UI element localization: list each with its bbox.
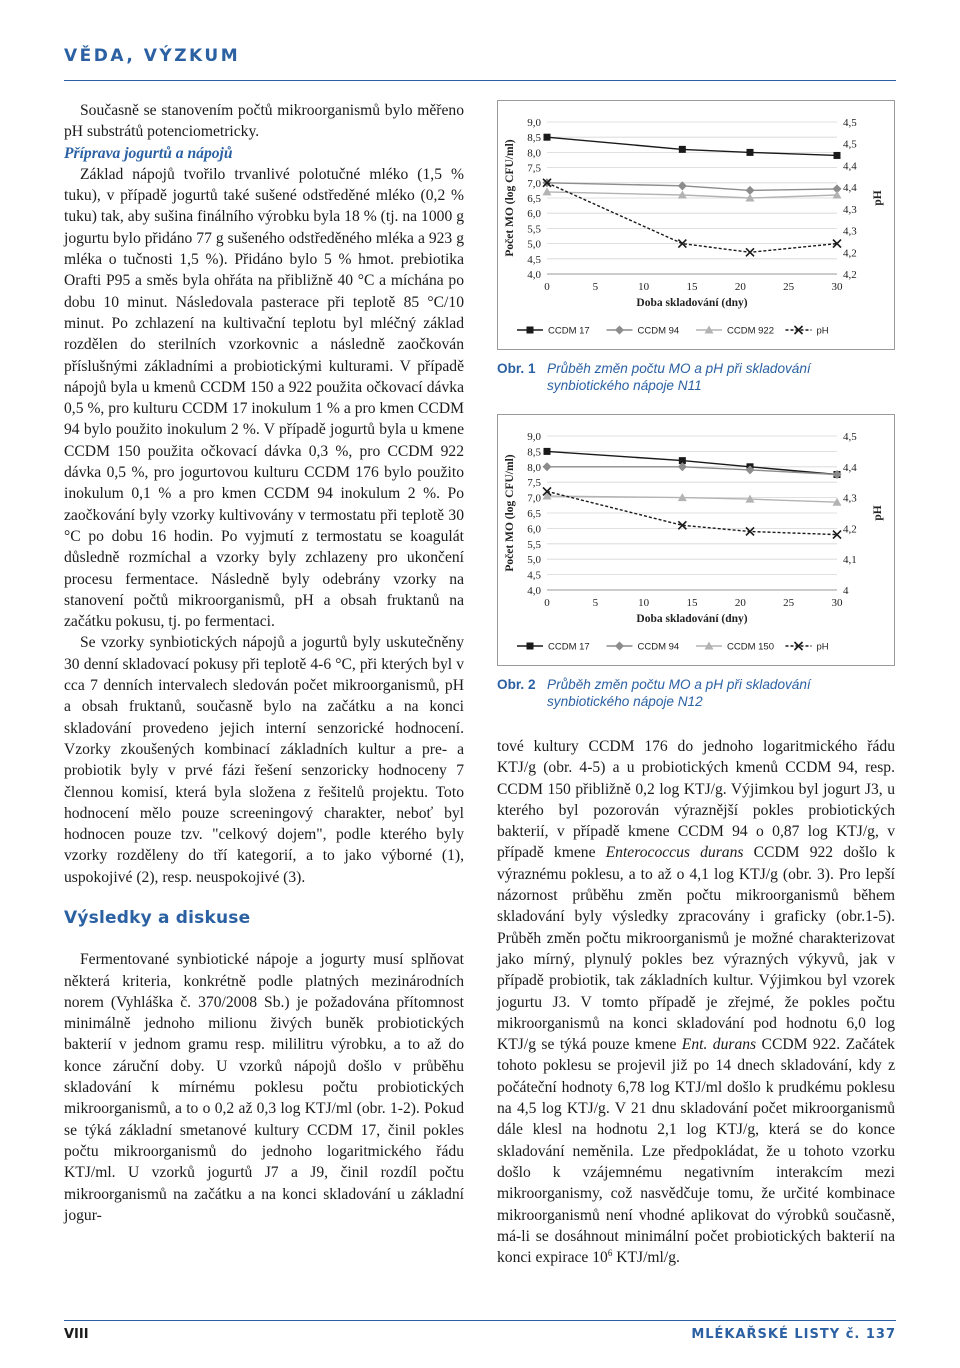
figure-2-label: Obr. 2 — [497, 677, 536, 692]
chart-2-legend-label-2: CCDM 150 — [727, 641, 774, 653]
chart-1-y-tick: 6,5 — [527, 193, 541, 205]
chart-1-y2-label: pH — [872, 190, 884, 206]
chart-2-legend-label-1: CCDM 94 — [637, 641, 680, 653]
chart-2-y-tick: 5,0 — [527, 554, 541, 567]
chart-1-y2-tick: 4,5 — [843, 138, 857, 151]
journal-name: MLÉKAŘSKÉ LISTY č. 137 — [691, 1327, 896, 1342]
chart-2-x-tick: 25 — [783, 597, 795, 609]
chart-2-legend-label-3: pH — [816, 641, 829, 653]
right-text-sup: 6 — [607, 1247, 613, 1258]
chart-2-y-tick: 8,0 — [527, 461, 541, 474]
chart-1-x-label: Doba skladování (dny) — [636, 297, 748, 309]
chart-2-y-tick: 7,0 — [527, 492, 541, 505]
chart-1-x-tick: 25 — [783, 281, 795, 293]
section-header: VĚDA, VÝZKUM — [64, 46, 241, 66]
chart-1-y-tick: 9,0 — [527, 117, 541, 129]
chart-1-y2-tick: 4,3 — [843, 203, 857, 216]
chart-1-point-0 — [747, 149, 754, 156]
footer-rule — [64, 1320, 896, 1321]
chart-1-point-0 — [834, 152, 841, 159]
chart-1-y-tick: 4,0 — [527, 269, 541, 281]
chart-1-y-tick: 5,5 — [527, 223, 541, 236]
chart-2-y-tick: 4,5 — [527, 569, 541, 582]
chart-2-y-tick: 4,0 — [527, 585, 541, 597]
chart-2-y2-tick: 4 — [843, 585, 849, 597]
chart-2-x-tick: 0 — [544, 597, 550, 609]
subheading-preparation: Příprava jogurtů a nápojů — [64, 144, 233, 162]
figure-1-label: Obr. 1 — [497, 361, 536, 376]
chart-1-y2-tick: 4,5 — [843, 117, 857, 129]
chart-2-y2-tick: 4,4 — [843, 461, 857, 474]
preparation-paragraph: Základ nápojů tvořilo trvanlivé polotučné mléko (1,5 % tuku), v případě jogurtů také sušené odstředěné mléko (0,2 % tuku) tak, aby sušina finálního výrobku byla 18 % (tj. na 1000 g jogurtu bylo přidáno 77 g sušeného odstředěného mléka a 923 g mléka o tučnosti 1,5 %). Přidáno bylo 5 % hmot. prebiotika Orafti P95 a směs byla ohřáta na přibližně 40 °C a míchána po dobu 10 minut. Následovala pasterace při teplotě 85 °C/10 minut. Po zchlazení na kultivační teplotu byl mléčný základ rozdělen do sterilních vzorkovnic a následně zaočkován příslušnými základními a probiotickými kulturami. V případě nápojů byla u kmenů CCDM 150 a 922 použita očkovací dávka 0,5 %, pro kulturu CCDM 17 inokulum 1 % a pro kmen CCDM 94 bylo použito inokulum 2 %. V případě jogurtů byla u kmene CCDM 150 použita očkovací dávka 0,3 %, pro CCDM 922 dávka 0,5 %, pro jogurtovou kulturu CCDM 176 bylo použito inokulum 0,1 % a pro kmen CCDM 94 inokulum 2 %. Po zaočkování byly vzorky kultivovány v termostatu při teplotě 30 °C po dobu 16 hodin. Po vyjmutí z termostatu se koagulát důsledně rozmíchal a vzorky byly zchlazeny pro ukončení procesu fermentace. Následně byly odebrány vzorky na stanovení počtů mikroorganismů, pH a obsah fruktanů na začátku pokusu, tj. po fermentaci. — [64, 165, 464, 631]
chart-1-legend-label-0: CCDM 17 — [548, 325, 590, 337]
chart-2-y2-tick: 4,5 — [843, 431, 857, 443]
intro-paragraph: Současně se stanovením počtů mikroorganismů bylo měřeno pH substrátů potenciometricky. — [64, 102, 464, 141]
chart-2-legend-marker-0 — [527, 643, 534, 650]
chart-2-y2-tick: 4,2 — [843, 523, 857, 536]
chart-1-x-tick: 15 — [686, 281, 698, 293]
chart-1-y-label: Počet MO (log CFU/ml) — [504, 139, 516, 257]
chart-2-y2-tick: 4,3 — [843, 492, 857, 505]
chart-2-y-tick: 5,5 — [527, 538, 541, 551]
right-paragraph — [497, 736, 895, 1268]
chart-2-box — [497, 414, 895, 666]
chart-2-y-tick: 8,5 — [527, 446, 541, 459]
figure-1-caption-line2: synbiotického nápoje N11 — [547, 378, 702, 393]
figure-2-caption-line2: synbiotického nápoje N12 — [547, 694, 703, 709]
chart-2-x-tick: 15 — [686, 597, 698, 609]
chart-1-y-tick: 6,0 — [527, 208, 541, 221]
chart-1-y-tick: 5,0 — [527, 238, 541, 251]
chart-2-y2-tick: 4,1 — [843, 554, 857, 567]
chart-2-y-tick: 7,5 — [527, 477, 541, 490]
chart-1-x-tick: 5 — [592, 281, 599, 293]
chart-1-x-tick: 10 — [638, 281, 650, 293]
chart-1-y2-tick: 4,2 — [843, 269, 857, 281]
section-heading-results: Výsledky a diskuse — [64, 907, 251, 928]
chart-2-x-tick: 20 — [734, 597, 746, 609]
chart-1-y-tick: 8,5 — [527, 132, 541, 145]
chart-1-legend-marker-0 — [527, 327, 534, 334]
chart-1-y2-tick: 4,4 — [843, 182, 857, 195]
chart-1-y-tick: 8,0 — [527, 147, 541, 160]
page-number: VIII — [64, 1327, 89, 1342]
chart-2 — [497, 414, 895, 666]
figure-1-caption — [497, 360, 895, 394]
chart-1-y-tick: 4,5 — [527, 253, 541, 266]
figure-1-caption-line1: Průběh změn počtu MO a pH při skladování — [547, 361, 811, 376]
chart-1-legend-label-1: CCDM 94 — [637, 325, 680, 337]
right-text-italic-2: Ent. durans — [681, 1036, 757, 1054]
chart-2-y-label: Počet MO (log CFU/ml) — [504, 454, 516, 572]
chart-1-y-tick: 7,0 — [527, 177, 541, 190]
chart-1-y2-tick: 4,4 — [843, 160, 857, 173]
figure-2-caption — [497, 676, 895, 710]
results-paragraph: Fermentované synbiotické nápoje a jogurty musí splňovat některá kriteria, konkrétně podle platných mezinárodních norem (Vyhláška č. 370/2008 Sb.) je požadována přítomnost minimálně jednoho milionu živých buněk probiotických bakterií v jednom gramu resp. mililitru výrobku, a to až do konce záruční doby. U vzorků nápojů došlo v průběhu skladování k mírnému poklesu počtu probiotických mikroorganismů, a to o 0,2 až 0,3 log KTJ/ml (obr. 1-2). Pokud se týká základní smetanové kultury CCDM 17, činil pokles počtu mikroorganismů do jednoho logaritmického řádu KTJ/ml. U vzorků jogurtů J7 a J9, činil rozdíl počtu mikroorganismů na začátku a na konci skladování u základní jogur- — [64, 951, 464, 1224]
right-text-end: KTJ/ml/g. — [612, 1249, 680, 1267]
chart-1-y2-tick: 4,2 — [843, 247, 857, 260]
figure-2-caption-line1: Průběh změn počtu MO a pH při skladování — [547, 677, 811, 692]
storage-paragraph: Se vzorky synbiotických nápojů a jogurtů byly uskutečněny 30 denní skladovací pokusy při teplotě 4-6 °C, při kterých byl v cca 7 denních intervalech sledován počet mikroorganismů, pH a obsah fruktanů, současně bylo na začátku a na konci skladování provedeno jejich interní senzorické hodnocení. Vzorky zkoušených kombinací základních kultur a pre- a probiotik byly v prvé fázi řešení senzoricky hodnoceny 7 člennou komisí, která byla složena z řešitelů projektu. Toto hodnocení mělo pouze screeningový charakter, neboť byl hodnocen pouze tzv. "celkový dojem", podle kterého byly vzorky rozděleny do tří kategorií, a to jako výborné (1), uspokojivé (2), resp. neuspokojivé (3). — [64, 634, 464, 886]
chart-2-y2-label: pH — [872, 505, 884, 521]
chart-2-y-tick: 6,0 — [527, 523, 541, 536]
right-text-2: CCDM 922 došlo k výraznému poklesu, a to až o 4,1 log KTJ/g (obr. 3). Pro lepší názornost průběhu změn počtu mikroorganismů během skladování byly výsledky zpracovány i graficky (obr.1-5). Průběh změn počtu mikroorganismů je možné charakterizovat jako mírný, plynulý pokles bez výrazných výkyvů, jak v případě probiotik, tak základních kultur. Výjimkou byl vzorek jogurtu J3. V tomto případě je zřejmé, že pokles počtu mikroorganismů na konci skladování pod hodnotu 6,0 log KTJ/g se týká pouze kmene — [497, 844, 895, 1054]
right-text-3: CCDM 922. Začátek tohoto poklesu se projevil již po 14 dnech skladování, kdy z počáteční hodnoty 6,78 log KTJ/ml došlo k prudkému poklesu na 4,5 log KTJ/g. V 21 dnu skladování počet mikroorganismů dále klesl na hodnotu 2,1 log KTJ/g, která se do konce skladování neměnila. Lze předpokládat, že u tohoto vzorku došlo k vzájemnému negativním interakcím mezi mikroorganismy, což nasvědčuje tomu, že určité kombinace mikroorganismů není vhodné aplikovat do výrobků současně, má-li se dosáhnout minimální počet probiotických bakterií na konci expirace 10 — [497, 1036, 895, 1267]
left-column — [64, 100, 464, 1226]
chart-1-x-tick: 0 — [544, 281, 550, 293]
chart-2-y-tick: 9,0 — [527, 431, 541, 443]
header-rule — [64, 80, 896, 81]
chart-2-point-0 — [544, 448, 551, 455]
chart-1 — [497, 100, 895, 350]
chart-1-y2-tick: 4,3 — [843, 225, 857, 238]
chart-1-legend-label-2: CCDM 922 — [727, 325, 774, 337]
chart-1-legend-label-3: pH — [816, 325, 829, 337]
chart-2-legend-label-0: CCDM 17 — [548, 641, 590, 653]
right-text-italic-1: Enterococcus durans — [605, 844, 744, 862]
chart-1-y-tick: 7,5 — [527, 162, 541, 175]
right-text-1: tové kultury CCDM 176 do jednoho logaritmického řádu KTJ/g (obr. 4-5) a u probiotických kmenů CCDM 94, resp. CCDM 150 přibližně 0,2 log KTJ/g. Výjimkou byl jogurt J3, u kterého byl pozorován výraznější pokles probiotických bakterií, v případě kmene CCDM 94 o 0,87 log KTJ/g, v případě kmene — [497, 738, 895, 862]
chart-1-point-0 — [544, 134, 551, 141]
chart-2-y-tick: 6,5 — [527, 508, 541, 520]
chart-1-point-0 — [679, 146, 686, 153]
chart-2-x-tick: 30 — [831, 597, 843, 609]
chart-2-x-tick: 10 — [638, 597, 650, 609]
chart-1-box — [497, 100, 895, 350]
right-column — [497, 736, 895, 1268]
chart-2-x-label: Doba skladování (dny) — [636, 613, 748, 625]
chart-1-x-tick: 20 — [734, 281, 746, 293]
chart-2-x-tick: 5 — [592, 597, 599, 609]
chart-1-x-tick: 30 — [831, 281, 843, 293]
